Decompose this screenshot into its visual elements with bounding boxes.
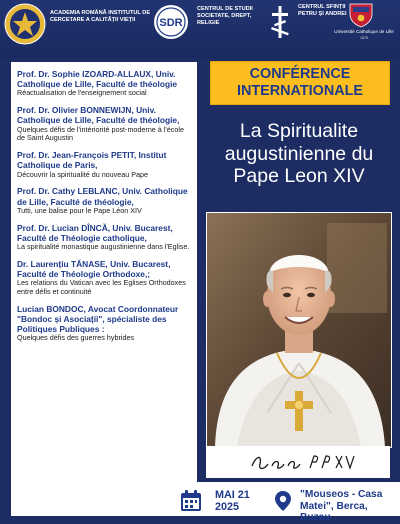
conference-title — [202, 120, 396, 188]
speaker-topic: Les relations du Vatican avec les Eglises Orthodoxes entre défis et continuité — [17, 278, 186, 297]
speaker-topic: Quelques défis des guerres hybrides — [17, 333, 135, 343]
romanian-academy-name: ACADEMIA ROMÂNĂ INSTITUTUL DE CERCETARE A CALITĂȚII VIEȚII — [50, 10, 151, 23]
event-date: MAI 21 2025 — [215, 489, 250, 513]
cross-logo-icon — [268, 4, 292, 40]
speaker-topic: Tutti, une balise pour le Pape Léon XIV — [17, 205, 142, 215]
title-line-3: Pape Leon XIV — [233, 165, 365, 187]
pope-portrait-photo — [206, 212, 392, 448]
speaker-name: Prof. Dr. Jean-François PETIT, Institut Catholique de Paris, — [17, 150, 167, 171]
speaker-topic: La spiritualité monastique augustinienne dans l'Eglise. — [17, 242, 190, 252]
speaker-name: Prof. Dr. Lucian DÎNCĂ, Univ. Bucarest, Faculté de Théologie catholique, — [17, 222, 173, 243]
event-info-bar — [176, 482, 400, 524]
speaker-entry — [11, 105, 197, 143]
saints-center-name: CENTRUL SFINȚII PETRU ȘI ANDREI — [298, 4, 347, 17]
title-line-1: La Spiritualite — [239, 120, 359, 142]
speaker-topic: Quelques défis de l'intériorité post-moderne à l'école de Saint Augustin — [17, 124, 184, 143]
speakers-panel — [11, 62, 197, 516]
speaker-name: Lucian BONDOC, Avocat Coordonnateur "Bondoc și Asociații", spécialiste des Politiques Publiques : — [17, 303, 179, 335]
pope-portrait-illustration — [207, 213, 391, 447]
speaker-entry — [11, 304, 197, 343]
lille-university-crest-icon — [347, 2, 375, 28]
speaker-name: Dr. Laurențiu TĂNASE, Univ. Bucarest, Faculté de Théologie Orthodoxe,; — [17, 258, 171, 280]
speaker-name: Prof. Dr. Cathy LEBLANC, Univ. Catholique de Lille, Faculté de théologie, — [17, 186, 188, 207]
location-pin-icon — [274, 490, 292, 512]
speaker-name: Prof. Dr. Sophie IZOARD-ALLAUX, Univ. Catholique de Lille, Faculté de théologie — [17, 69, 178, 90]
speaker-entry — [11, 186, 197, 215]
pope-signature-icon — [206, 446, 390, 478]
signature-area — [206, 446, 390, 478]
speaker-entry — [11, 69, 197, 98]
lille-university-label: Université Catholique de Lille — [334, 29, 394, 34]
sdr-center-name: CENTRUL DE STUDII SOCIETATE, DREPT, RELIGIE — [197, 6, 253, 26]
header-bar — [0, 0, 400, 58]
speaker-name: Prof. Dr. Olivier BONNEWIJN, Univ. Catholique de Lille, Faculté de théologie, — [17, 105, 180, 126]
title-line-2: augustinienne du — [224, 142, 374, 165]
speaker-entry — [11, 150, 197, 179]
romanian-academy-seal-icon — [4, 3, 46, 45]
conference-label: CONFÉRENCE — [249, 66, 351, 82]
speaker-topic: Réactualisation de l'enseignement social — [17, 88, 147, 98]
lille-university-year: 1875 — [360, 35, 368, 40]
conference-banner — [210, 61, 390, 105]
sdr-logo-icon — [149, 4, 193, 40]
speaker-entry — [11, 259, 197, 297]
speaker-topic: Découvrir la spiritualité du nouveau Pape — [17, 169, 149, 179]
international-label: INTERNATIONALE — [236, 83, 364, 99]
calendar-icon — [180, 490, 202, 512]
sdr-logo-text: SDR — [159, 17, 183, 29]
event-venue: "Mouseos - Casa Matei", Berca, Buzau — [300, 489, 383, 524]
lille-university-name — [333, 29, 395, 41]
speaker-entry — [11, 223, 197, 252]
